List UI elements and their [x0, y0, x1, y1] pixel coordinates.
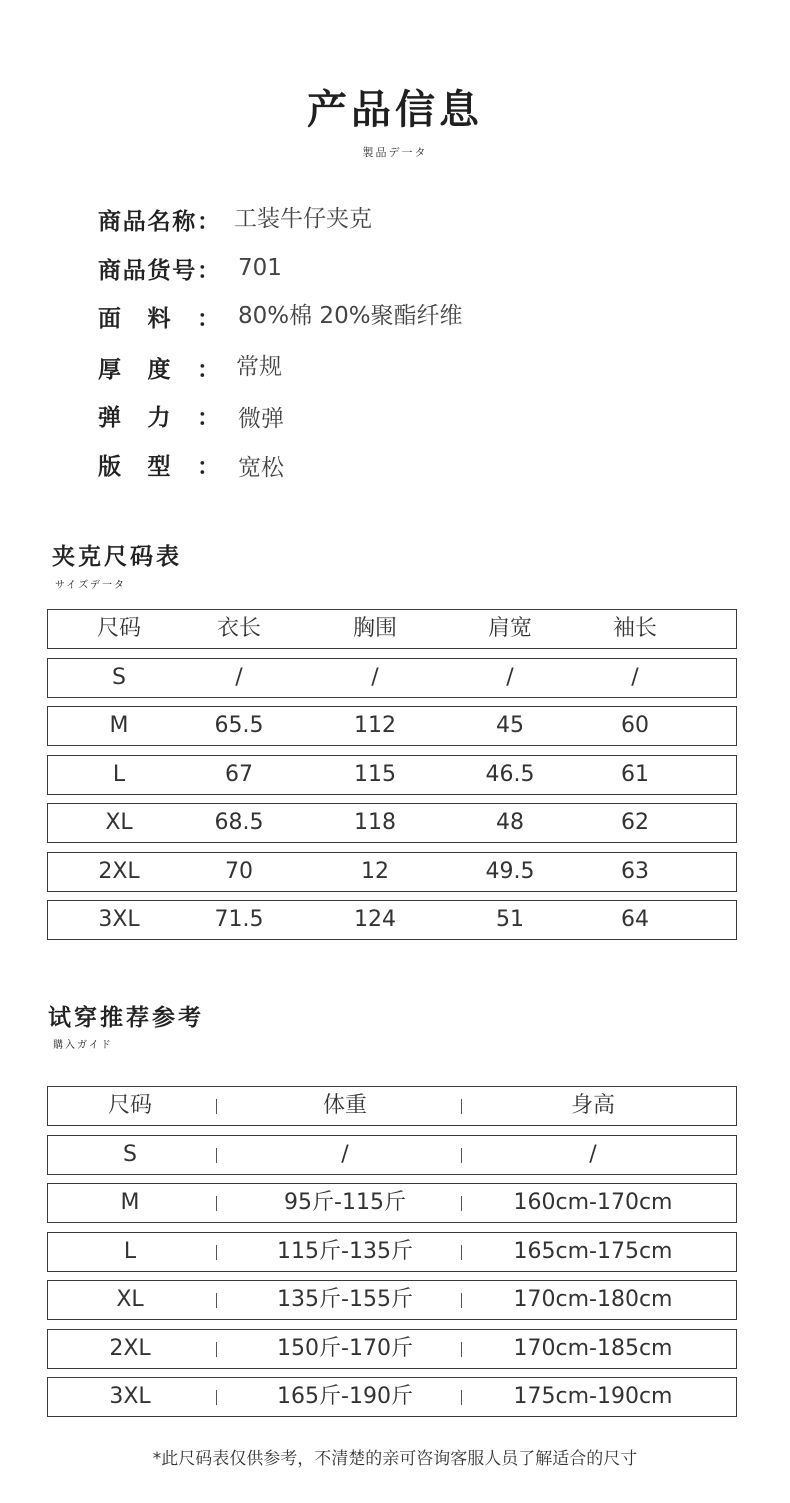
size-table-cell: 51 — [496, 907, 524, 932]
info-label-char: 货 — [147, 257, 171, 284]
size-table-cell: 49.5 — [485, 859, 535, 884]
info-label-char: ： — [197, 305, 220, 332]
size-table-cell: 61 — [621, 762, 649, 787]
info-label-char: 品 — [122, 257, 146, 284]
size-table-header-cell: 衣长 — [216, 616, 262, 641]
size-table-cell: 64 — [621, 907, 649, 932]
fit-table-header-cell: 身高 — [570, 1093, 616, 1118]
info-value: 80%棉 20%聚酯纤维 — [238, 303, 463, 329]
size-table-header-cell: 袖长 — [612, 616, 658, 641]
info-row — [98, 203, 698, 235]
info-label — [98, 399, 220, 431]
info-label — [98, 351, 220, 383]
fit-table-cell: 2XL — [109, 1336, 151, 1361]
info-label-char: ： — [197, 404, 220, 431]
info-label-char: 料 — [147, 305, 171, 332]
fit-table-cell: 175cm-190cm — [513, 1384, 673, 1409]
info-label-char: 版 — [98, 453, 121, 480]
info-label-char: 力 — [147, 404, 171, 431]
size-table-cell: 115 — [354, 762, 396, 787]
fit-table-row — [47, 1183, 737, 1223]
fit-table-cell: XL — [116, 1287, 144, 1312]
column-divider — [461, 1293, 462, 1308]
info-label — [98, 252, 220, 284]
info-label-char: 型 — [147, 453, 171, 480]
size-table-header-cell: 肩宽 — [487, 616, 533, 641]
info-label-char: 厚 — [98, 356, 121, 383]
info-row — [98, 300, 698, 332]
fit-table-cell: 3XL — [109, 1384, 151, 1409]
info-row — [98, 351, 698, 383]
fit-table-row — [47, 1135, 737, 1175]
size-table-cell: 124 — [354, 907, 396, 932]
size-table-header — [47, 609, 737, 649]
info-label-char: ： — [197, 453, 220, 480]
size-table-row — [47, 852, 737, 892]
size-table-row — [47, 803, 737, 843]
info-label — [98, 448, 220, 480]
size-table-cell: 12 — [361, 859, 389, 884]
size-table-cell: / — [371, 665, 379, 690]
fit-guide-title: 试穿推荐参考 — [48, 1005, 204, 1031]
size-table-cell: M — [109, 713, 129, 738]
column-divider — [461, 1390, 462, 1405]
size-table-subtitle: サイズデ一タ — [55, 580, 126, 591]
fit-table-row — [47, 1329, 737, 1369]
info-row — [98, 252, 698, 284]
column-divider — [461, 1148, 462, 1163]
size-table-row — [47, 658, 737, 698]
size-table-cell: 2XL — [98, 859, 140, 884]
page-title: 产品信息 — [307, 87, 483, 133]
size-table-cell: 68.5 — [214, 810, 264, 835]
page-subtitle: 製品デ一タ — [362, 146, 428, 159]
size-table-row — [47, 706, 737, 746]
fit-guide-subtitle: 購入ガイド — [53, 1040, 113, 1051]
fit-table-row — [47, 1377, 737, 1417]
size-table-header-cell: 胸围 — [352, 616, 398, 641]
size-table-cell: 48 — [496, 810, 524, 835]
fit-table-cell: 165斤-190斤 — [277, 1384, 413, 1409]
info-label-char: ： — [197, 356, 220, 383]
info-label — [98, 203, 220, 235]
column-divider — [461, 1196, 462, 1211]
size-table-cell: XL — [105, 810, 133, 835]
fit-table-header-cell: 体重 — [322, 1093, 368, 1118]
size-table-cell: 63 — [621, 859, 649, 884]
column-divider — [461, 1099, 462, 1114]
fit-table-cell: S — [123, 1142, 137, 1167]
info-row — [98, 448, 698, 480]
size-table-title: 夹克尺码表 — [52, 544, 182, 570]
fit-table-row — [47, 1280, 737, 1320]
footnote: *此尺码表仅供参考，不清楚的亲可咨询客服人员了解适合的尺寸 — [152, 1449, 638, 1469]
fit-table-cell: 165cm-175cm — [513, 1239, 673, 1264]
fit-table-cell: / — [589, 1142, 597, 1167]
info-value: 常规 — [236, 354, 282, 380]
fit-table-cell: 170cm-180cm — [513, 1287, 673, 1312]
info-label-char: 弹 — [98, 404, 121, 431]
info-label-char: 称 — [172, 208, 196, 235]
column-divider — [216, 1390, 217, 1405]
info-label-char: 商 — [98, 257, 121, 284]
info-value: 微弹 — [238, 406, 284, 432]
info-value: 701 — [238, 255, 282, 281]
size-table-cell: 70 — [225, 859, 253, 884]
column-divider — [216, 1245, 217, 1260]
size-table-cell: 67 — [225, 762, 253, 787]
size-table-cell: 118 — [354, 810, 396, 835]
size-table-cell: 62 — [621, 810, 649, 835]
fit-table-header-cell: 尺码 — [107, 1093, 153, 1118]
info-value: 工装牛仔夹克 — [234, 206, 372, 232]
info-label — [98, 300, 220, 332]
fit-table-header — [47, 1086, 737, 1126]
size-table-cell: 46.5 — [485, 762, 535, 787]
size-table-cell: S — [112, 665, 126, 690]
column-divider — [461, 1342, 462, 1357]
fit-table-cell: 95斤-115斤 — [284, 1190, 406, 1215]
info-label-char: 名 — [147, 208, 171, 235]
info-label-char: ： — [197, 208, 220, 235]
size-table-cell: 60 — [621, 713, 649, 738]
size-table-cell: / — [506, 665, 514, 690]
fit-table-cell: / — [341, 1142, 349, 1167]
info-value: 宽松 — [238, 455, 284, 481]
info-label-char: ： — [197, 257, 220, 284]
size-table-row — [47, 900, 737, 940]
size-table-cell: L — [112, 762, 126, 787]
size-table-cell: 71.5 — [214, 907, 264, 932]
size-table-cell: / — [631, 665, 639, 690]
fit-table-cell: 160cm-170cm — [513, 1190, 673, 1215]
fit-table-cell: 150斤-170斤 — [277, 1336, 413, 1361]
size-table-cell: 65.5 — [214, 713, 264, 738]
column-divider — [216, 1196, 217, 1211]
column-divider — [461, 1245, 462, 1260]
info-label-char: 品 — [122, 208, 146, 235]
size-table-cell: 3XL — [98, 907, 140, 932]
info-row — [98, 399, 698, 431]
fit-table-cell: M — [120, 1190, 140, 1215]
column-divider — [216, 1148, 217, 1163]
size-table-header-cell: 尺码 — [96, 616, 142, 641]
fit-table-cell: 115斤-135斤 — [277, 1239, 413, 1264]
size-table-cell: 112 — [354, 713, 396, 738]
column-divider — [216, 1342, 217, 1357]
size-table-cell: / — [235, 665, 243, 690]
column-divider — [216, 1293, 217, 1308]
size-table-row — [47, 755, 737, 795]
info-label-char: 度 — [147, 356, 171, 383]
fit-table-cell: L — [123, 1239, 137, 1264]
fit-table-cell: 170cm-185cm — [513, 1336, 673, 1361]
info-label-char: 商 — [98, 208, 121, 235]
fit-table-cell: 135斤-155斤 — [277, 1287, 413, 1312]
fit-table-row — [47, 1232, 737, 1272]
size-table-cell: 45 — [496, 713, 524, 738]
info-label-char: 面 — [98, 305, 121, 332]
info-label-char: 号 — [172, 257, 196, 284]
column-divider — [216, 1099, 217, 1114]
